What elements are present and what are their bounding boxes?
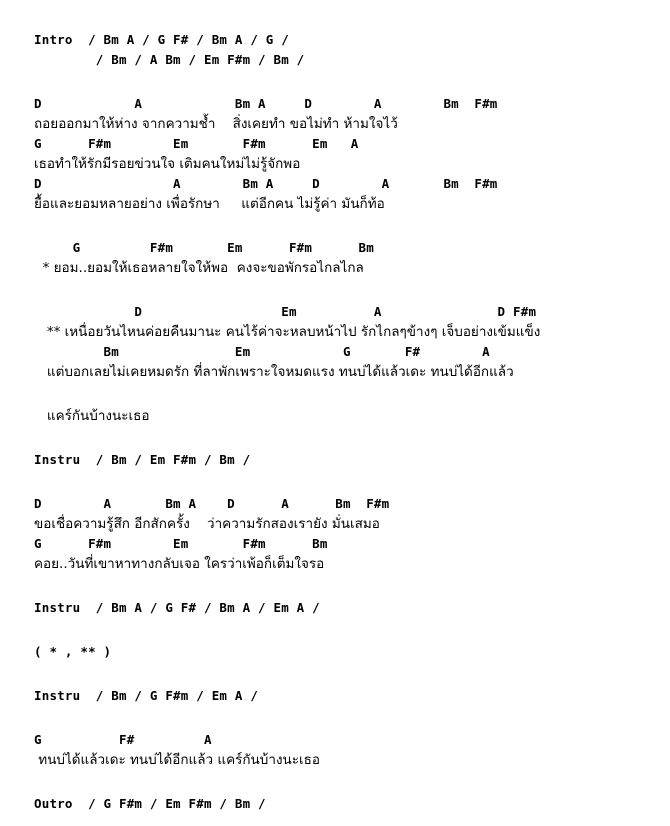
line-spacer (34, 662, 670, 686)
lyric-row: ทนบ่ได้แล้วเดะ ทนบ่ได้อีกแล้ว แคร์กันบ้างนะเธอ (34, 752, 320, 768)
lyric-row: ยื้อและยอมหลายอย่าง เพื่อรักษา แต่อีกคน ไม่รู้ค่า มันก็ท้อ (34, 196, 385, 212)
section-row: Outro / G F#m / Em F#m / Bm / (34, 796, 266, 811)
section-row: Intro / Bm A / G F# / Bm A / G / (34, 32, 289, 47)
lyric-row: คอย..วันที่เขาหาทางกลับเจอ ใครว่าเพ้อก็เต็มใจรอ (34, 556, 325, 572)
chord-row: G F#m Em F#m Em A (34, 136, 359, 151)
lyric-row: * ยอม..ยอมให้เธอหลายใจให้พอ คงจะขอพักรอไกลไกล (34, 260, 364, 276)
line-spacer (34, 574, 670, 598)
lyric-row: ** เหนื่อยวันไหนค่อยคืนมานะ คนไร้ค่าจะหลบหน้าไป รักไกลๆข้างๆ เจ็บอย่างเข้มแข็ง (34, 324, 541, 340)
lyric-row: ถอยออกมาให้ห่าง จากความช้ำ สิ่งเคยทำ ขอไม่ทำ ห้ามใจไว้ (34, 116, 398, 132)
lyric-row: ขอเชื่อความรู้สึก อีกสักครั้ง ว่าความรักสองเรายัง มั่นเสมอ (34, 516, 380, 532)
chord-row: D Em A D F#m (34, 304, 537, 319)
chord-row: D A Bm A D A Bm F#m (34, 496, 390, 511)
line-spacer (34, 706, 670, 730)
line-spacer (34, 470, 670, 494)
section-row: Instru / Bm / Em F#m / Bm / (34, 452, 251, 467)
chord-row: G F# A (34, 732, 212, 747)
line-spacer (34, 214, 670, 238)
section-row: ( * , ** ) (34, 644, 112, 659)
line-spacer (34, 382, 670, 406)
lyric-row: เธอทำให้รักมีรอยข่วนใจ เติมคนใหม่ไม่รู้จักพอ (34, 156, 301, 172)
chord-row: Bm Em G F# A (34, 344, 490, 359)
line-spacer (34, 426, 670, 450)
section-row: / Bm / A Bm / Em F#m / Bm / (34, 52, 305, 67)
section-row: Instru / Bm / G F#m / Em A / (34, 688, 259, 703)
line-spacer (34, 618, 670, 642)
section-row: Instru / Bm A / G F# / Bm A / Em A / (34, 600, 320, 615)
line-spacer (34, 70, 670, 94)
lyric-row: แคร์กันบ้างนะเธอ (34, 408, 150, 424)
chord-row: G F#m Em F#m Bm (34, 240, 374, 255)
line-spacer (34, 278, 670, 302)
chord-row: G F#m Em F#m Bm (34, 536, 328, 551)
line-spacer (34, 770, 670, 794)
chord-row: D A Bm A D A Bm F#m (34, 176, 498, 191)
lyric-row: แต่บอกเลยไม่เคยหมดรัก ที่ลาพักเพราะใจหมดแรง ทนบ่ได้แล้วเดะ ทนบ่ได้อีกแล้ว (34, 364, 514, 380)
chord-row: D A Bm A D A Bm F#m (34, 96, 498, 111)
